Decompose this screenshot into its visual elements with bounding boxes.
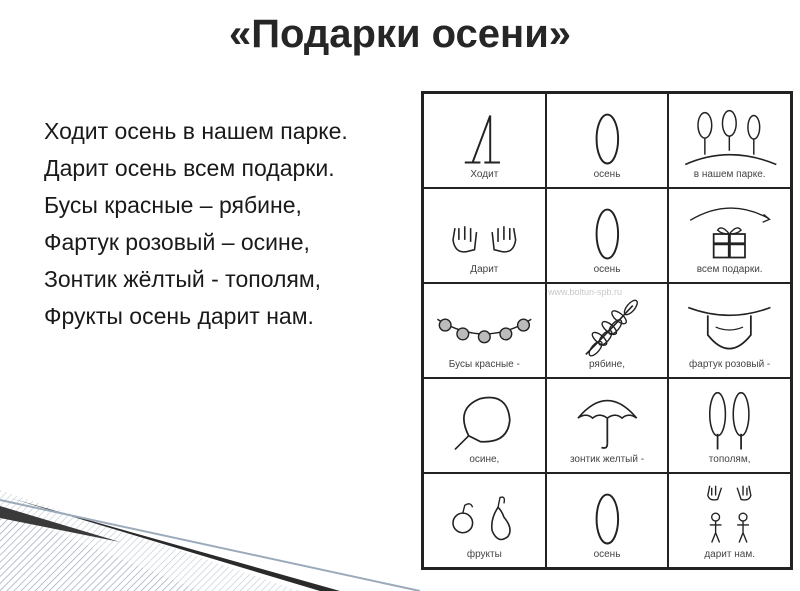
watermark: www.boltun-spb.ru [548,287,623,297]
cell-caption: тополям, [708,454,751,465]
table-cell [668,283,791,378]
table-cell [423,473,546,568]
aspen-leaf-icon [424,379,545,453]
park-trees-icon [669,94,790,168]
poem-text [44,116,394,338]
table-cell [668,378,791,473]
decorative-corner-stripes [0,470,460,591]
cell-caption: дарит нам. [704,549,755,560]
table-cell [423,188,546,283]
poplar-trees-icon [669,379,790,453]
table-cell [546,188,669,283]
table-cell [668,93,791,188]
cell-caption: всем подарки. [696,264,763,275]
slide-title: «Подарки осени» [228,12,572,56]
poem-line: Бусы красные – рябине, [44,192,302,218]
cell-caption: Бусы красные - [448,359,520,370]
table-cell [423,93,546,188]
table-cell [668,473,791,568]
cell-caption: осине, [469,454,500,465]
table-cell [546,93,669,188]
umbrella-icon [547,379,668,453]
cell-caption: фартук розовый - [689,359,771,370]
cell-caption: осень [593,549,621,560]
mnemonic-table [421,91,793,570]
cell-caption: Дарит [470,264,499,275]
poem-line: Фрукты осень дарит нам. [44,303,314,329]
poem-line: Зонтик жёлтый - тополям, [44,266,322,292]
gift-box-icon [669,189,790,263]
apron-icon [669,284,790,358]
cell-caption: зонтик желтый - [569,454,645,465]
giving-hands-icon [424,189,545,263]
hands-and-kids-icon [669,474,790,548]
cell-caption: в нашем парке. [693,169,766,180]
fruits-icon [424,474,545,548]
table-cell [423,283,546,378]
poem-line: Дарит осень всем подарки. [44,155,335,181]
oval-icon [547,189,668,263]
cell-caption: фрукты [466,549,502,560]
table-cell [668,188,791,283]
table-cell [546,378,669,473]
table-cell [423,378,546,473]
poem-line: Ходит осень в нашем парке. [44,118,348,144]
poem-line: Фартук розовый – осине, [44,229,310,255]
cell-caption: осень [593,169,621,180]
table-cell [546,283,669,378]
beads-icon [424,284,545,358]
cell-caption: Ходит [470,169,499,180]
table-cell [546,473,669,568]
cell-caption: рябине, [588,359,626,370]
cell-caption: осень [593,264,621,275]
walking-legs-icon [424,94,545,168]
oval-icon [547,474,668,548]
oval-icon [547,94,668,168]
